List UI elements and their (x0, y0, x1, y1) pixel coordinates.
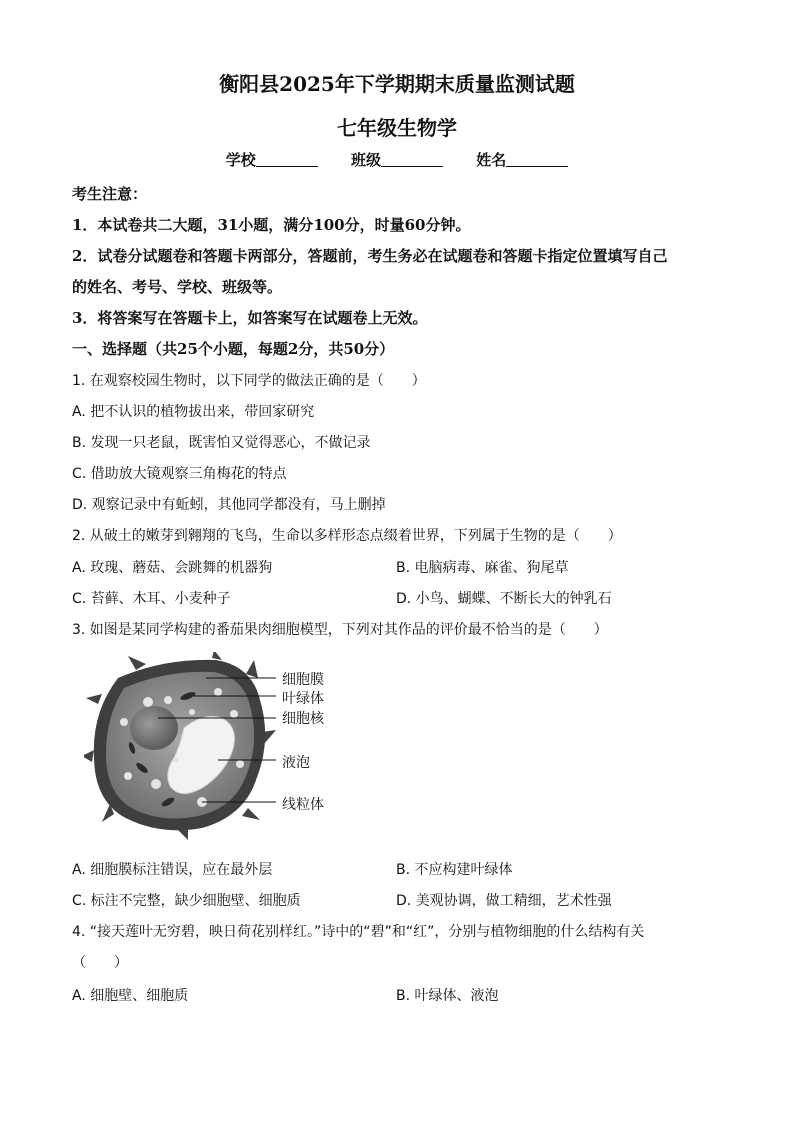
nucleus-shape (130, 706, 178, 750)
option-b: B. 发现一只老鼠，既害怕又觉得恶心，不做记录 (72, 435, 371, 451)
option-c: C. 标注不完整，缺少细胞壁、细胞质 (72, 893, 301, 909)
notice-item: 3．将答案写在答题卡上，如答案写在试题卷上无效。 (72, 309, 428, 327)
option-a: A. 细胞壁、细胞质 (72, 988, 189, 1004)
option-a: A. 细胞膜标注错误，应在最外层 (72, 862, 273, 878)
option-c: C. 借助放大镜观察三角梅花的特点 (72, 466, 287, 482)
question-stem: 4. “接天莲叶无穷碧，映日荷花别样红。”诗中的“碧”和“红”，分别与植物细胞的什么结构有关 (72, 924, 645, 940)
label-nucleus: 细胞核 (282, 711, 324, 727)
question-stem: 3. 如图是某同学构建的番茄果肉细胞模型，下列对其作品的评价最不恰当的是（ ） (72, 622, 608, 638)
school-blank[interactable] (256, 152, 318, 167)
option-d: D. 观察记录中有蚯蚓，其他同学都没有，马上删掉 (72, 497, 386, 513)
option-b: B. 叶绿体、液泡 (396, 988, 499, 1004)
notice-heading: 考生注意： (72, 185, 148, 203)
option-a: A. 玫瑰、蘑菇、会跳舞的机器狗 (72, 560, 273, 576)
option-d: D. 小鸟、蝴蝶、不断长大的钟乳石 (396, 591, 612, 607)
class-label: 班级 (350, 151, 381, 169)
school-label: 学校 (225, 151, 256, 169)
name-label: 姓名 (476, 151, 507, 169)
page-title: 衡阳县2025年下学期期末质量监测试题 (219, 72, 575, 96)
question-stem: 1. 在观察校园生物时，以下同学的做法正确的是（ ） (72, 373, 426, 389)
option-b: B. 不应构建叶绿体 (396, 862, 513, 878)
cell-model-figure (84, 652, 344, 840)
label-mitochondria: 线粒体 (282, 797, 324, 813)
page-subtitle: 七年级生物学 (337, 116, 457, 140)
option-b: B. 电脑病毒、麻雀、狗尾草 (396, 560, 569, 576)
student-info-row (0, 149, 794, 170)
section-heading: 一、选择题（共25个小题，每题2分，共50分） (72, 340, 395, 358)
label-cell-membrane: 细胞膜 (282, 672, 324, 688)
option-c: C. 苔藓、木耳、小麦种子 (72, 591, 231, 607)
notice-item: 1．本试卷共二大题，31小题，满分100分，时量60分钟。 (72, 216, 471, 234)
question-stem: 2. 从破土的嫩芽到翱翔的飞鸟，生命以多样形态点缀着世界，下列属于生物的是（ ） (72, 528, 622, 544)
name-blank[interactable] (506, 152, 568, 167)
question-stem-cont: （ ） (72, 955, 128, 971)
option-a: A. 把不认识的植物拔出来，带回家研究 (72, 404, 315, 420)
notice-item: 2．试卷分试题卷和答题卡两部分，答题前，考生务必在试题卷和答题卡指定位置填写自己 (72, 247, 668, 265)
option-d: D. 美观协调，做工精细，艺术性强 (396, 893, 612, 909)
notice-item: 的姓名、考号、学校、班级等。 (72, 278, 283, 296)
label-chloroplast: 叶绿体 (282, 691, 324, 707)
class-blank[interactable] (381, 152, 443, 167)
label-vacuole: 液泡 (282, 755, 310, 771)
